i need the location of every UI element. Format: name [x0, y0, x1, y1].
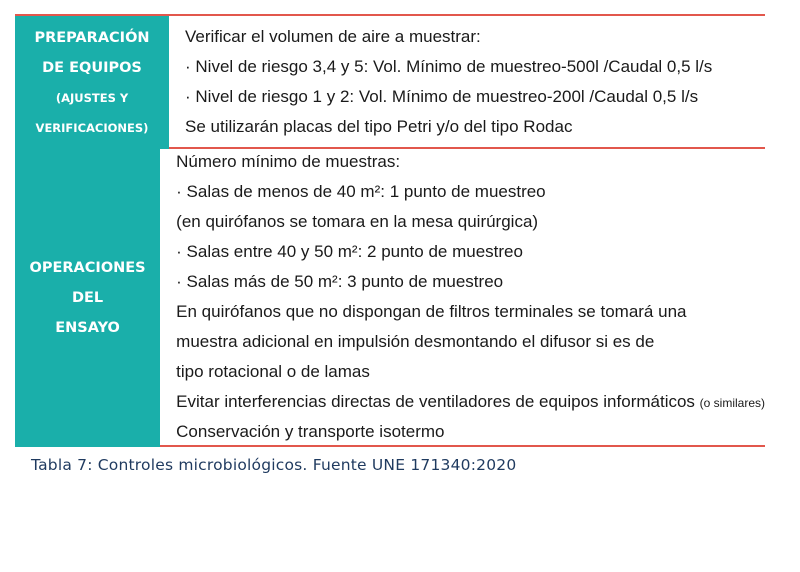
content-line: (en quirófanos se tomara en la mesa quirúrgica): [176, 212, 539, 231]
heading-line: (AJUSTES Y: [55, 90, 129, 105]
content-line: Número mínimo de muestras:: [176, 152, 401, 171]
content-line: En quirófanos que no dispongan de filtros terminales se tomará una: [176, 302, 687, 321]
heading-line: DE EQUIPOS: [42, 59, 142, 76]
content-line: · Nivel de riesgo 1 y 2: Vol. Mínimo de muestreo-200l /Caudal 0,5 l/s: [185, 86, 699, 106]
content-line: · Salas más de 50 m²: 3 punto de muestreo: [176, 272, 504, 291]
content-line: muestra adicional en impulsión desmontando el difusor si es de: [176, 332, 655, 351]
heading-line: VERIFICACIONES): [35, 120, 149, 135]
table-caption: Tabla 7: Controles microbiológicos. Fuente UNE 171340:2020: [31, 456, 517, 474]
content-line: · Salas entre 40 y 50 m²: 2 punto de muestreo: [176, 242, 523, 261]
row-heading-test-operations: [15, 149, 160, 447]
row-equipment-preparation: [15, 14, 765, 149]
content-line: · Salas de menos de 40 m²: 1 punto de muestreo: [176, 182, 546, 201]
row-test-operations: [15, 149, 765, 447]
content-note: (o similares): [699, 396, 765, 410]
content-line: tipo rotacional o de lamas: [176, 362, 370, 381]
content-line: Verificar el volumen de aire a muestrar:: [185, 26, 481, 46]
row-content-test-operations: [160, 149, 765, 447]
content-line-with-note: [176, 387, 765, 417]
content-line: Se utilizarán placas del tipo Petri y/o del tipo Rodac: [185, 116, 573, 136]
heading-line: OPERACIONES: [29, 260, 146, 276]
row-heading-equipment-preparation: [15, 16, 169, 149]
content-line: Conservación y transporte isotermo: [176, 422, 445, 441]
heading-line: DEL: [71, 290, 104, 306]
content-text: Evitar interferencias directas de ventiladores de equipos informáticos: [176, 392, 695, 411]
microbiological-controls-table: [15, 14, 765, 447]
heading-line: ENSAYO: [55, 320, 120, 336]
row-content-equipment-preparation: [169, 16, 765, 149]
content-line: · Nivel de riesgo 3,4 y 5: Vol. Mínimo de muestreo-500l /Caudal 0,5 l/s: [185, 56, 713, 76]
heading-line: PREPARACIÓN: [34, 29, 150, 46]
